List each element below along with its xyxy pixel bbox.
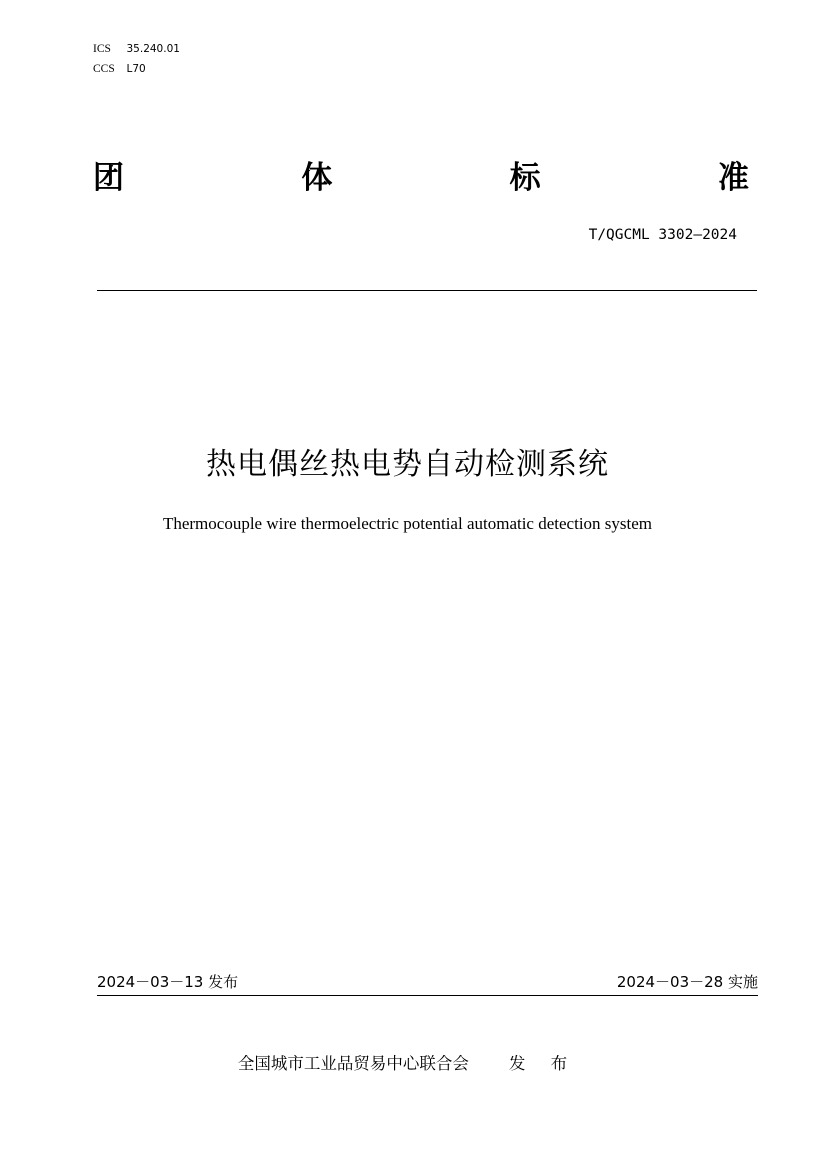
heading-char-2: 体 (301, 160, 333, 196)
top-divider (97, 290, 757, 291)
heading-char-3: 标 (509, 160, 541, 196)
standard-type-heading (93, 158, 749, 198)
heading-char-1: 团 (93, 160, 124, 196)
ccs-label: CCS (93, 63, 115, 75)
ics-label: ICS (93, 43, 111, 55)
bottom-divider (97, 995, 758, 996)
ccs-code-line (93, 62, 146, 76)
document-title-chinese: 热电偶丝热电势自动检测系统 (206, 447, 609, 482)
publisher-line (0, 1052, 815, 1076)
ics-code-line (93, 42, 180, 56)
standard-number: T/QGCML 3302—2024 (588, 227, 737, 243)
document-title-english: Thermocouple wire thermoelectric potential automatic detection system (162, 514, 653, 533)
ccs-value: L70 (126, 63, 146, 75)
publish-date: 2024－03－13 发布 (97, 973, 239, 991)
publisher-name: 全国城市工业品贸易中心联合会 (237, 1054, 469, 1073)
ics-value: 35.240.01 (126, 43, 180, 55)
heading-char-4: 准 (717, 160, 749, 196)
implementation-date: 2024－03－28 实施 (616, 973, 758, 991)
publisher-action: 发 布 (508, 1054, 578, 1073)
